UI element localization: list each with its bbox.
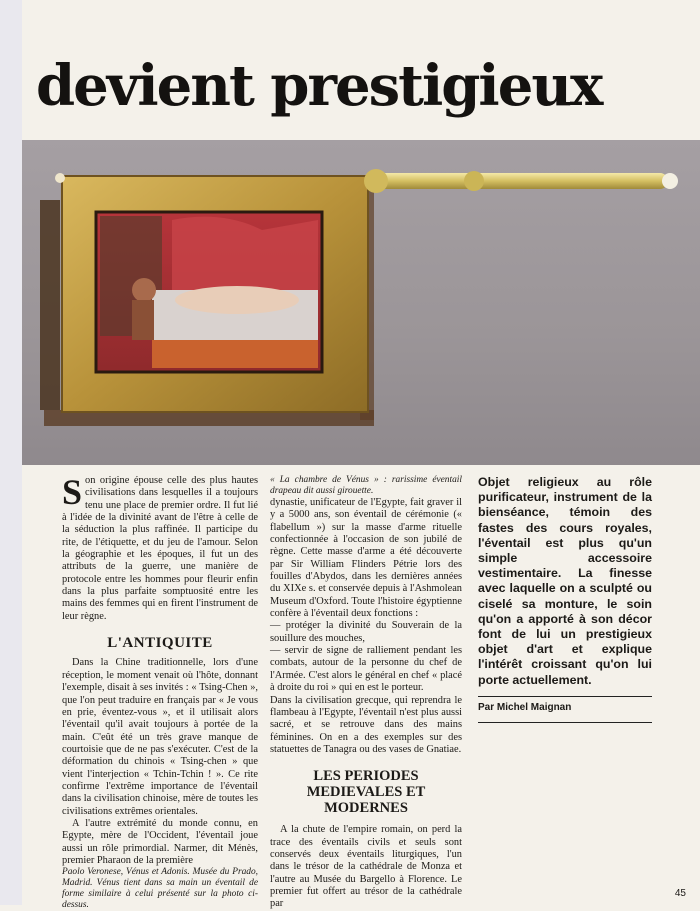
col2-text-2: — protéger la divinité du Souverain de la souillure des mouches,: [270, 620, 462, 644]
col2-text-4: Dans la civilisation grecque, qui reprendra le flambeau à l'Egypte, l'éventail n'est plus aussi sacré, et se retrouve dans des mains féminines. On en a des exemples sur des statuettes de Tanagra ou des vases de Gnatiae.: [270, 694, 462, 755]
byline-rule: [478, 696, 652, 697]
section-heading-antiquite: L'ANTIQUITE: [107, 635, 213, 652]
fan-photo: [22, 140, 700, 465]
byline: Par Michel Maignan: [478, 701, 572, 713]
photo-caption: « La chambre de Vénus » : rarissime éventail drapeau dit aussi girouette.: [270, 475, 462, 496]
headline: devient prestigieux: [36, 53, 602, 119]
col2-text-1: dynastie, unificateur de l'Egypte, fait graver il y a 5000 ans, son éventail de cérémonie (« flabellum ») sur la masse d'arme rituelle confectionnée à l'occasion de son jubilé de règne. Cette masse d'arme a été découverte par Sir William Flinders Pétrie lors des fouilles d'Abydos, dans les dernières années du XIXe s. et conservée depuis à l'Ashmolean Museum d'Oxford. Toute l'histoire égyptienne confère à l'éventail deux fonctions :: [270, 497, 462, 620]
section-heading-medievales: [270, 768, 462, 816]
intro-paragraph: [62, 472, 258, 623]
drop-cap: S: [62, 472, 83, 512]
col2-text-5: A la chute de l'empire romain, on perd la trace des éventails civils et seuls sont conservés deux éventails liturgiques, l'un dans le trésor de la cathédrale de Monza et l'autre au Musée du Bargello à Florence. Le premier fut offert au trésor de la cathédrale par: [270, 824, 462, 910]
page-edge: [0, 0, 22, 905]
heading-line-1: LES PERIODES: [313, 768, 419, 785]
col2-text-3: — servir de signe de ralliement pendant les combats, autour de la personne du chef de l'Armée. C'est alors le général en chef « placé à droite du roi » qui en est le porteur.: [270, 645, 462, 694]
col1-text-3: A l'autre extrémité du monde connu, en Egypte, mère de l'Occident, l'éventail joue aussi un rôle primordial. Narmer, dit Ménès, premier Pharaon de la première: [62, 817, 258, 866]
col1-text-2: Dans la Chine traditionnelle, lors d'une réception, le moment venait où l'hôte, donnant l'exemple, disait à ses invités : « Tsing-Chen », que l'on peut traduire en français par « Je vous en prie, éventez-vous », et il utilisait alors l'éventail qu'il avait toujours à portée de la main. C'eût été un très grave manque de courtoisie que de ne pas s'exécuter. C'est de la déformation du chinois « Tsing-chen » que vient l'interjection « Tchin-Tchin ! ». Ce rite confirme l'extrême importance de l'éventail dans la civilisation chinoise, mère de toutes les civilisations extrêmes orientales.: [62, 657, 258, 817]
byline-rule-bottom: [478, 722, 652, 723]
page-number: 45: [674, 888, 686, 899]
standfirst: Objet religieux au rôle purificateur, instrument de la bienséance, témoin des fastes des cours royales, l'éventail est plus qu'un simple accessoire vestimentaire. La finesse avec laquelle on a sculpté ou ciselé sa monture, le soin qu'on a apporté à son décor font de lui un prestigieux objet d'art et explique l'intérêt croissant qu'on lui porte actuellement.: [478, 475, 652, 687]
column-1: [62, 472, 258, 911]
painting-caption: Paolo Veronese, Vénus et Adonis. Musée du Prado, Madrid. Vénus tient dans sa main un éventail de forme similaire à celui présenté sur la photo ci-dessus.: [62, 867, 258, 911]
col1-text-1: on origine épouse celle des plus hautes civilisations dans lesquelles il a toujours tenu une place de premier ordre. Il fut lié à l'idée de la divinité avant de l'être à celle de la séduction la plus raffinée. Il participe du rite, de l'étiquette, et du jeu de l'amour. Selon la géographie et les époques, il fut un des attributs de la guerre, une manière de protocole entre les hommes pour fleurir enfin dans la plus parfaite somptuosité entre les mains des femmes qui en firent l'instrument de leur règne.: [62, 475, 258, 622]
heading-line-3: MODERNES: [324, 800, 408, 817]
heading-line-2: MEDIEVALES ET: [306, 784, 426, 801]
column-3: [478, 475, 652, 728]
column-2: [270, 475, 462, 911]
